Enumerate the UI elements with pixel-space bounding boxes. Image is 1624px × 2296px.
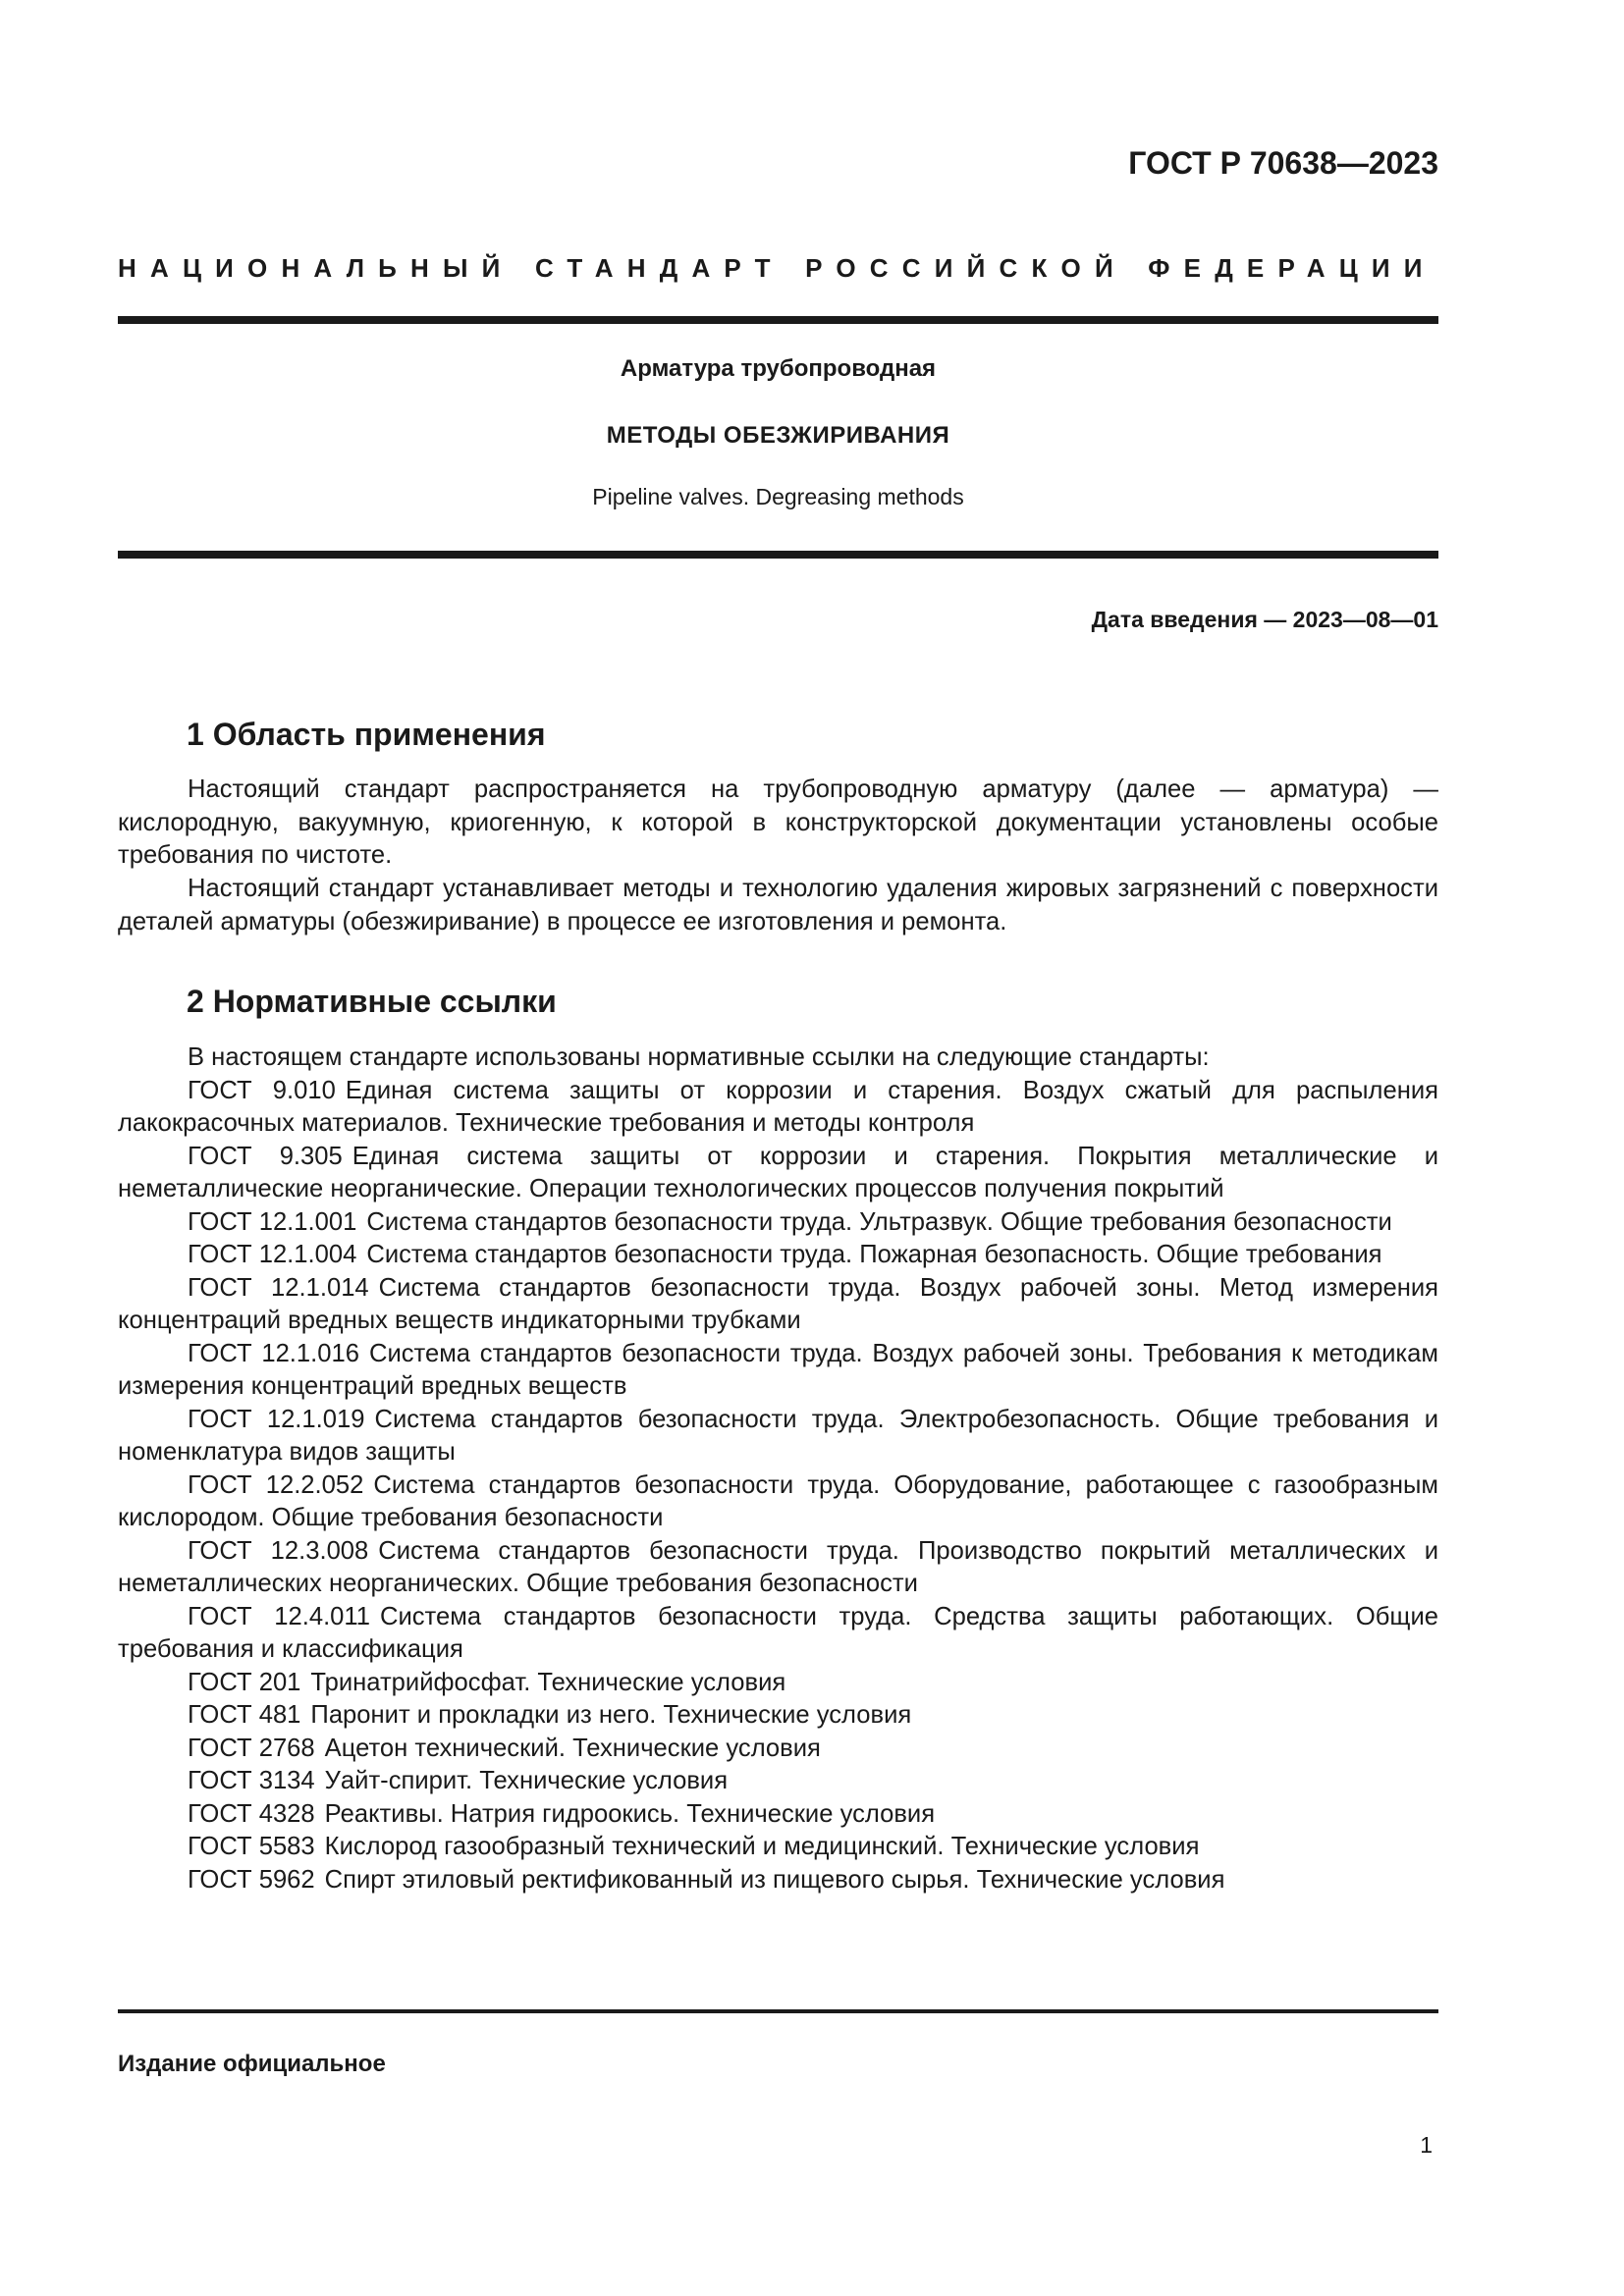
reference-code: ГОСТ 12.2.052 [188,1470,364,1499]
reference-title: Единая система защиты от коррозии и старения. Покрытия металлические и неметаллические неорганические. Операции технологических процессов получения покрытий [118,1142,1438,1202]
reference-title: Система стандартов безопасности труда. Производство покрытий металлических и неметаллических неорганических. Общие требования безопасности [118,1536,1438,1597]
reference-item [118,1831,1438,1864]
reference-code: ГОСТ 12.1.014 [188,1273,369,1302]
reference-code: ГОСТ 4328 [188,1799,315,1828]
reference-title: Ацетон технический. Технические условия [324,1734,821,1762]
reference-code: ГОСТ 3134 [188,1767,315,1794]
document-page [118,0,1438,2296]
reference-title: Паронит и прокладки из него. Технические условия [310,1701,912,1729]
reference-code: ГОСТ 12.4.011 [188,1602,370,1630]
footer-divider [118,2009,1438,2013]
reference-code: ГОСТ 9.305 [188,1142,343,1170]
reference-title: Система стандартов безопасности труда. Ультразвук. Общие требования безопасности [366,1207,1392,1236]
reference-title: Система стандартов безопасности труда. Электробезопасность. Общие требования и номенклатура видов защиты [118,1405,1438,1466]
official-edition-label: Издание официальное [118,2051,386,2077]
reference-title: Система стандартов безопасности труда. Оборудование, работающее с газообразным кислородом. Общие требования безопасности [118,1470,1438,1531]
reference-title: Единая система защиты от коррозии и старения. Воздух сжатый для распыления лакокрасочных материалов. Технические требования и методы контроля [118,1076,1438,1137]
scope-paragraph-2: Настоящий стандарт устанавливает методы и технологию удаления жировых загрязнений с поверхности деталей арматуры (обезжиривание) в процессе ее изготовления и ремонта. [118,875,1438,935]
page-number: 1 [1420,2132,1433,2158]
reference-title: Реактивы. Натрия гидроокись. Технические условия [324,1799,936,1828]
reference-code: ГОСТ 12.1.004 [188,1241,357,1268]
reference-code: ГОСТ 12.3.008 [188,1536,369,1565]
reference-item [118,1765,1438,1798]
reference-code: ГОСТ 481 [188,1701,301,1729]
reference-item [118,1667,1438,1700]
reference-item [118,1699,1438,1733]
reference-code: ГОСТ 12.1.001 [188,1207,357,1236]
reference-code: ГОСТ 12.1.019 [188,1405,365,1433]
scope-paragraph-1: Настоящий стандарт распространяется на трубопроводную арматуру (далее — арматура) — кислородную, вакуумную, криогенную, к которой в конструкторской документации установлены особые требования по чистоте. [118,775,1438,869]
reference-item [118,1338,1438,1404]
reference-title: Спирт этиловый ректификованный из пищевого сырья. Технические условия [324,1865,1225,1894]
title-divider [118,551,1438,559]
reference-title: Тринатрийфосфат. Технические условия [310,1668,786,1696]
reference-title: Уайт-спирит. Технические условия [324,1767,729,1794]
reference-code: ГОСТ 201 [188,1668,301,1696]
reference-item [118,1535,1438,1601]
reference-code: ГОСТ 12.1.016 [188,1339,359,1367]
reference-item [118,1075,1438,1141]
reference-code: ГОСТ 9.010 [188,1076,336,1104]
section-heading-scope: 1 Область применения [187,717,546,752]
section-heading-references: 2 Нормативные ссылки [187,984,557,1019]
reference-item [118,1206,1438,1240]
reference-title: Кислород газообразный технический и медицинский. Технические условия [324,1833,1200,1860]
reference-item [118,1798,1438,1832]
top-divider [118,316,1438,324]
reference-item [118,1469,1438,1535]
gost-number: ГОСТ Р 70638—2023 [1128,145,1438,181]
references-intro: В настоящем стандарте использованы нормативные ссылки на следующие стандарты: [188,1043,1210,1071]
reference-title: Система стандартов безопасности труда. Воздух рабочей зоны. Метод измерения концентраций вредных веществ индикаторными трубками [118,1273,1438,1334]
reference-item [118,1404,1438,1469]
title-main: МЕТОДЫ ОБЕЗЖИРИВАНИЯ [606,422,950,449]
reference-item [118,1733,1438,1766]
title-english: Pipeline valves. Degreasing methods [592,484,964,509]
reference-code: ГОСТ 2768 [188,1734,315,1762]
reference-code: ГОСТ 5962 [188,1865,315,1894]
reference-title: Система стандартов безопасности труда. Воздух рабочей зоны. Требования к методикам измерения концентраций вредных веществ [118,1339,1438,1400]
reference-item [118,1239,1438,1272]
reference-item [118,1601,1438,1667]
reference-item [118,1272,1438,1338]
title-category: Арматура трубопроводная [620,355,937,382]
national-standard-banner: НАЦИОНАЛЬНЫЙ СТАНДАРТ РОССИЙСКОЙ ФЕДЕРАЦИИ [118,253,1436,283]
reference-item [118,1141,1438,1206]
reference-item [118,1864,1438,1897]
reference-title: Система стандартов безопасности труда. Средства защиты работающих. Общие требования и классификация [118,1602,1438,1663]
reference-title: Система стандартов безопасности труда. Пожарная безопасность. Общие требования [366,1241,1382,1268]
references-list [118,1041,1438,1896]
introduction-date: Дата введения — 2023—08—01 [1091,607,1438,632]
reference-code: ГОСТ 5583 [188,1833,315,1860]
